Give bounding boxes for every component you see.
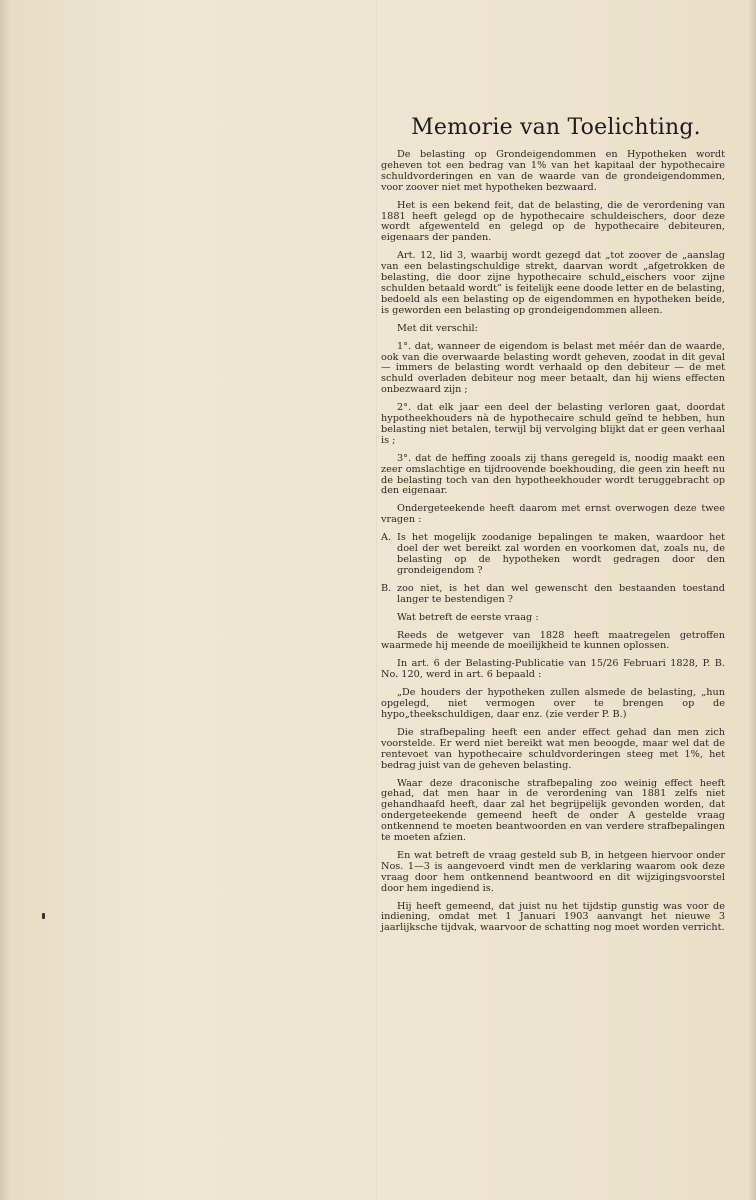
- question-b-label: B.: [381, 582, 392, 594]
- text-column: [381, 114, 725, 941]
- paragraph-difference: Met dit verschil:: [397, 322, 478, 334]
- paragraph-known-fact: Het is een bekend feit, dat de belasting, die de verordening van 1881 heeft gelegd op de hypothecaire schuldeischers, door deze wordt afgewenteld en gelegd op de hypothecaire debiteuren, eigenaars der panden.: [381, 199, 725, 244]
- paragraph-point-1: 1°. dat, wanneer de eigendom is belast met méér dan de waarde, ook van die overwaarde belasting wordt geheven, zoodat in dit geval — immers de belasting wordt verhaald op den debiteur — de met schuld overladen debiteur nog meer betaalt, dan hij wiens effecten onbezwaard zijn ;: [381, 340, 725, 396]
- paragraph-point-3: 3°. dat de heffing zooals zij thans geregeld is, noodig maakt een zeer omslachtige en tijdroovende boekhouding, die geen zin heeft nu de belasting toch van den hypotheekhouder wordt teruggebracht op den eigenaar.: [381, 452, 725, 497]
- ink-mark: [42, 913, 45, 919]
- paragraph-intro: De belasting op Grondeigendommen en Hypotheken wordt geheven tot een bedrag van 1% van het kapitaal der hypothecaire schuldvorderingen en van de waarde van de grondeigendommen, voor zoover niet met hypotheken bezwaard.: [381, 149, 725, 193]
- paper-fold: [376, 0, 378, 1200]
- paragraph-first-question: Wat betreft de eerste vraag :: [397, 611, 539, 623]
- question-a-text: Is het mogelijk zoodanige bepalingen te maken, waardoor het doel der wet bereikt zal worden en voorkomen dat, zoals nu, de belasting op de hypotheken wordt gedragen door den grondeigendom ?: [397, 532, 725, 576]
- paragraph-timing: Hij heeft gemeend, dat juist nu het tijdstip gunstig was voor de indiening, omdat met 1 Januari 1903 aanvangt het nieuwe 3 jaarlijksche tijdvak, waarvoor de schatting nog moet worden verricht.: [381, 900, 725, 934]
- paragraph-point-2: 2°. dat elk jaar een deel der belasting verloren gaat, doordat hypotheekhouders nà de hypothecaire schuld geïnd te hebben, hun belasting niet betalen, terwijl bij vervolging blijkt dat er geen verhaal is ;: [381, 402, 725, 446]
- paragraph-penalty-effect: Die strafbepaling heeft een ander effect gehad dan men zich voorstelde. Er werd niet bereikt wat men beoogde, maar wel dat de rentevoet van hypothecaire schuldvorderingen steeg met 1%, het bedrag juist van de geheven belasting.: [381, 726, 725, 771]
- paragraph-article-12: Art. 12, lid 3, waarbij wordt gezegd dat „tot zoover de „aanslag van een belastingschuldige strekt, daarvan wordt „afgetrokken de belasting, die door zijne hypothecaire schuld„eischers voor zijne schulden betaald wordt” is feitelijk eene doode letter en de belasting, bedoeld als een belasting op de eigendommen en hypotheken beide, is geworden een belasting op grondeigendommen alleen.: [381, 250, 725, 316]
- paragraph-legislator-1828: Reeds de wetgever van 1828 heeft maatregelen getroffen waarmede hij meende de moeilijkheid te kunnen oplossen.: [381, 629, 725, 652]
- question-a-label: A.: [381, 532, 392, 544]
- paragraph-two-questions: Ondergeteekende heeft daarom met ernst overwogen deze twee vragen :: [381, 503, 725, 526]
- question-b: [381, 584, 725, 606]
- document-title: Memorie van Toelichting.: [411, 115, 701, 140]
- paragraph-draconian: Waar deze draconische strafbepaling zoo weinig effect heeft gehad, dat men haar in de verordening van 1881 zelfs niet gehandhaafd heeft, daar zal het begrijpelijk gevonden worden, dat ondergeteekende gemeend heeft de onder A gestelde vraag ontkennend te moeten beantwoorden en van verdere strafbepalingen te moeten afzien.: [381, 777, 725, 844]
- paragraph-publication-1828: In art. 6 der Belasting-Publicatie van 15/26 Februari 1828, P. B. No. 120, werd in art. 6 bepaald :: [381, 658, 725, 681]
- question-b-text: zoo niet, is het dan wel gewenscht den bestaanden toestand langer te bestendigen ?: [397, 582, 725, 605]
- paragraph-question-b: En wat betreft de vraag gesteld sub B, in hetgeen hiervoor onder Nos. 1—3 is aangevoerd vindt men de verklaring waarom ook deze vraag door hem ontkennend beantwoord en dit wijzigingsvoorstel door hem ingediend is.: [381, 849, 725, 894]
- page-left-edge: [0, 0, 10, 1200]
- question-a: [381, 533, 725, 577]
- paragraph-quote: „De houders der hypotheken zullen alsmede de belasting, „hun opgelegd, niet vermogen over te brengen op de hypo„theekschuldigen, daar enz. (zie verder P. B.): [381, 687, 725, 720]
- page-right-edge: [748, 0, 756, 1200]
